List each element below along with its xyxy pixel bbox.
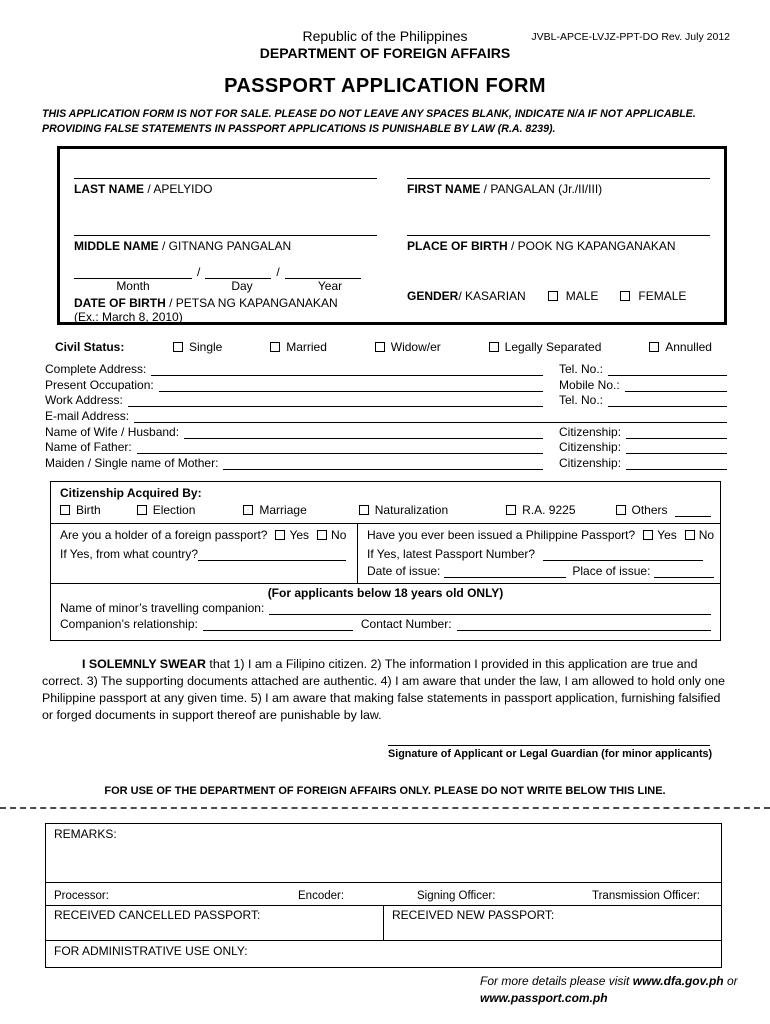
signature-label: Signature of Applicant or Legal Guardian (for minor applicants) <box>388 748 713 760</box>
checkbox-birth[interactable] <box>60 505 70 515</box>
middle-name-label: MIDDLE NAME <box>74 238 159 253</box>
spouse-name-input-line[interactable] <box>184 427 543 439</box>
checkbox-married[interactable] <box>270 342 280 352</box>
received-cancelled-cell[interactable] <box>46 906 384 940</box>
republic-line: Republic of the Philippines <box>302 28 468 44</box>
checkbox-naturalization[interactable] <box>359 505 369 515</box>
received-cancelled-label: RECEIVED CANCELLED PASSPORT: <box>54 908 261 922</box>
dob-separator: / <box>197 264 201 279</box>
option-label: Others <box>631 502 668 517</box>
page-title: PASSPORT APPLICATION FORM <box>224 75 546 97</box>
checkbox-philippine-yes[interactable] <box>643 530 653 540</box>
first-name-label: FIRST NAME <box>407 181 481 196</box>
dob-separator: / <box>276 264 280 279</box>
footer-text: For more details please visit <box>480 974 633 988</box>
oath-paragraph <box>42 656 728 724</box>
citizenship-option-birth <box>60 503 101 517</box>
civil-status-option-legally-separated <box>489 340 602 354</box>
present-occupation-input-line[interactable] <box>159 380 543 392</box>
checkbox-single[interactable] <box>173 342 183 352</box>
middle-name-input-line[interactable] <box>74 223 377 236</box>
received-row <box>46 905 721 940</box>
checkbox-election[interactable] <box>137 505 147 515</box>
checkbox-male[interactable] <box>548 291 558 301</box>
yes-label: Yes <box>289 528 310 543</box>
dfa-only-notice: FOR USE OF THE DEPARTMENT OF FOREIGN AFFAIRS ONLY. PLEASE DO NOT WRITE BELOW THIS LINE. <box>104 785 666 797</box>
checkbox-foreign-yes[interactable] <box>275 530 285 540</box>
option-label: Widow/er <box>390 339 441 354</box>
spouse-row <box>45 423 727 439</box>
philippine-passport-question: Have you ever been issued a Philippine Passport? <box>367 528 636 543</box>
place-of-birth-sublabel: / POOK NG KAPANGANAKAN <box>507 238 676 253</box>
first-name-field <box>407 166 710 196</box>
checkbox-ra9225[interactable] <box>506 505 516 515</box>
place-of-issue-label: Place of issue: <box>572 563 651 578</box>
checkbox-others[interactable] <box>616 505 626 515</box>
date-of-issue-input-line[interactable] <box>444 567 566 578</box>
companion-name-row <box>60 600 711 616</box>
option-label: Marriage <box>259 502 307 517</box>
applicant-name-box <box>57 146 727 325</box>
signature-input-line[interactable] <box>388 731 710 746</box>
dob-year-label: Year <box>317 278 343 293</box>
dfa-use-table <box>45 823 722 968</box>
date-of-issue-label: Date of issue: <box>367 563 441 578</box>
admin-use-cell[interactable] <box>46 940 721 967</box>
work-address-row <box>45 392 727 408</box>
last-name-input-line[interactable] <box>74 166 377 179</box>
citizenship-option-ra9225 <box>506 503 575 517</box>
option-label: Legally Separated <box>504 339 602 354</box>
checkbox-legally-separated[interactable] <box>489 342 499 352</box>
option-label: Naturalization <box>374 502 449 517</box>
father-name-label: Name of Father: <box>45 440 132 455</box>
contact-number-label: Contact Number: <box>360 617 452 631</box>
tel-no-label: Tel. No.: <box>559 362 604 377</box>
passport-website-link[interactable]: www.passport.com.ph <box>480 990 608 1005</box>
work-address-input-line[interactable] <box>128 395 543 407</box>
gender-male-label: MALE <box>565 289 599 304</box>
father-name-input-line[interactable] <box>137 442 543 454</box>
contact-number-input-line[interactable] <box>457 619 711 631</box>
citizenship-option-others <box>616 503 668 517</box>
present-occupation-label: Present Occupation: <box>45 377 154 392</box>
signature-block <box>388 731 713 760</box>
option-label: Married <box>286 339 327 354</box>
department-line: DEPARTMENT OF FOREIGN AFFAIRS <box>259 45 511 61</box>
mobile-no-input-line[interactable] <box>625 380 727 392</box>
signing-officer-label: Signing Officer: <box>417 890 496 902</box>
checkbox-widower[interactable] <box>375 342 385 352</box>
dob-day-label: Day <box>231 278 253 293</box>
latest-passport-number-label: If Yes, latest Passport Number? <box>367 546 536 561</box>
minors-section-title: (For applicants below 18 years old ONLY) <box>267 585 504 600</box>
spouse-citizenship-input-line[interactable] <box>626 427 727 439</box>
oath-body: that 1) I am a Filipino citizen. 2) The information I provided in this application are true and correct. 3) The supporting documents attached are authentic. 4) I am aware that under the law, I am allowed to hold only one Philippine passport at any given time. 5) I am aware that making false statements in passport application, furnishing falsified or forged documents in support thereof are punishable by law. <box>42 657 726 722</box>
work-tel-no-input-line[interactable] <box>608 395 727 407</box>
email-label: E-mail Address: <box>45 409 130 424</box>
processor-label: Processor: <box>54 890 109 902</box>
remarks-label: REMARKS: <box>54 827 117 841</box>
place-of-issue-input-line[interactable] <box>654 567 714 578</box>
dob-month-input-line[interactable] <box>74 266 192 279</box>
last-name-label: LAST NAME <box>74 181 144 196</box>
option-label: Single <box>189 339 223 354</box>
date-of-birth-example: (Ex.: March 8, 2010) <box>74 309 183 324</box>
work-address-label: Work Address: <box>45 393 123 408</box>
civil-status-option-married <box>270 340 327 354</box>
others-input-line[interactable] <box>675 506 711 517</box>
latest-passport-number-input-line[interactable] <box>543 550 703 561</box>
companion-relationship-label: Companion’s relationship: <box>60 617 198 631</box>
gender-female-label: FEMALE <box>638 289 687 304</box>
citizenship-option-election <box>137 503 196 517</box>
place-of-birth-field <box>407 223 710 253</box>
philippine-passport-cell <box>358 524 723 583</box>
no-label: No <box>698 528 715 543</box>
no-label: No <box>331 528 347 543</box>
option-label: Birth <box>76 502 101 517</box>
civil-status-option-annulled <box>649 340 712 354</box>
companion-name-input-line[interactable] <box>269 603 711 615</box>
dob-month-label: Month <box>116 278 150 293</box>
father-row <box>45 439 727 455</box>
present-occupation-row <box>45 376 727 392</box>
complete-address-row <box>45 361 727 377</box>
foreign-country-label: If Yes, from what country? <box>60 546 199 561</box>
date-of-birth-sublabel: / PETSA NG KAPANGANAKAN <box>165 295 338 310</box>
spouse-citizenship-label: Citizenship: <box>559 424 622 439</box>
first-name-input-line[interactable] <box>407 166 710 179</box>
dob-day-input-line[interactable] <box>205 266 271 279</box>
complete-address-input-line[interactable] <box>151 364 543 376</box>
work-tel-no-label: Tel. No.: <box>559 393 604 408</box>
first-name-sublabel: / PANGALAN (Jr./II/III) <box>480 181 603 196</box>
yes-label: Yes <box>657 528 677 543</box>
footer-note <box>480 973 740 1007</box>
companion-relationship-row <box>60 615 711 631</box>
gender-sublabel: / KASARIAN <box>458 289 526 304</box>
date-of-birth-label: DATE OF BIRTH <box>74 295 166 310</box>
father-citizenship-label: Citizenship: <box>559 440 622 455</box>
email-input-line[interactable] <box>134 411 727 423</box>
citizenship-box <box>50 481 721 641</box>
encoder-label: Encoder: <box>298 890 345 902</box>
mother-name-label: Maiden / Single name of Mother: <box>45 455 219 470</box>
dob-year-input-line[interactable] <box>285 266 361 279</box>
checkbox-female[interactable] <box>620 291 630 301</box>
citizenship-options-row <box>51 501 720 523</box>
mother-row <box>45 454 727 470</box>
civil-status-option-single <box>173 340 222 354</box>
foreign-country-input-line[interactable] <box>198 550 346 561</box>
checkbox-annulled[interactable] <box>649 342 659 352</box>
mother-citizenship-input-line[interactable] <box>626 458 727 470</box>
option-label: R.A. 9225 <box>522 502 576 517</box>
received-new-label: RECEIVED NEW PASSPORT: <box>392 908 555 922</box>
civil-status-row <box>55 340 712 354</box>
citizenship-option-naturalization <box>359 503 448 517</box>
last-name-sublabel: / APELYIDO <box>144 181 213 196</box>
form-header <box>0 0 770 137</box>
option-label: Annulled <box>665 339 712 354</box>
oath-lead: I SOLEMNLY SWEAR <box>82 657 206 671</box>
admin-use-label: FOR ADMINISTRATIVE USE ONLY: <box>54 944 248 958</box>
officers-row <box>46 882 721 905</box>
middle-name-field <box>74 223 377 253</box>
cut-line-divider <box>0 807 770 809</box>
citizenship-option-marriage <box>243 503 306 517</box>
received-new-cell[interactable] <box>384 906 721 940</box>
checkbox-marriage[interactable] <box>243 505 253 515</box>
checkbox-philippine-no[interactable] <box>685 530 695 540</box>
place-of-birth-input-line[interactable] <box>407 223 710 236</box>
foreign-passport-question: Are you a holder of a foreign passport? <box>60 528 268 543</box>
citizenship-acquired-title: Citizenship Acquired By: <box>60 485 202 500</box>
mother-citizenship-label: Citizenship: <box>559 455 622 470</box>
civil-status-option-widower <box>375 340 441 354</box>
tel-no-input-line[interactable] <box>608 364 727 376</box>
middle-name-sublabel: / GITNANG PANGALAN <box>158 238 292 253</box>
civil-status-label: Civil Status: <box>55 339 125 354</box>
companion-name-label: Name of minor’s travelling companion: <box>60 601 265 616</box>
mobile-no-label: Mobile No.: <box>559 377 620 392</box>
last-name-field <box>74 166 377 196</box>
transmission-officer-label: Transmission Officer: <box>592 890 700 902</box>
email-row <box>45 407 727 423</box>
mother-name-input-line[interactable] <box>223 458 543 470</box>
form-revision-code: JVBL-APCE-LVJZ-PPT-DO Rev. July 2012 <box>531 31 730 43</box>
remarks-cell[interactable] <box>46 824 721 882</box>
option-label: Election <box>152 502 196 517</box>
father-citizenship-input-line[interactable] <box>626 442 727 454</box>
spouse-name-label: Name of Wife / Husband: <box>45 424 180 439</box>
date-of-birth-field <box>74 266 377 324</box>
contact-fields <box>45 361 727 470</box>
place-of-birth-label: PLACE OF BIRTH <box>407 238 508 253</box>
form-notice: THIS APPLICATION FORM IS NOT FOR SALE. PLEASE DO NOT LEAVE ANY SPACES BLANK, INDICATE N/A IF NOT APPLICABLE. PROVIDING FALSE STATEMENTS IN PASSPORT APPLICATIONS IS PUNISHABLE BY LAW (R.A. 8239). <box>42 108 696 135</box>
complete-address-label: Complete Address: <box>45 362 147 377</box>
checkbox-foreign-no[interactable] <box>317 530 327 540</box>
companion-relationship-input-line[interactable] <box>203 620 353 631</box>
dfa-website-link[interactable]: www.dfa.gov.ph <box>632 974 724 988</box>
foreign-passport-cell <box>51 524 358 583</box>
gender-label: GENDER <box>407 289 459 304</box>
minors-section <box>51 583 720 640</box>
footer-text: or <box>723 974 738 988</box>
gender-field <box>407 269 710 324</box>
